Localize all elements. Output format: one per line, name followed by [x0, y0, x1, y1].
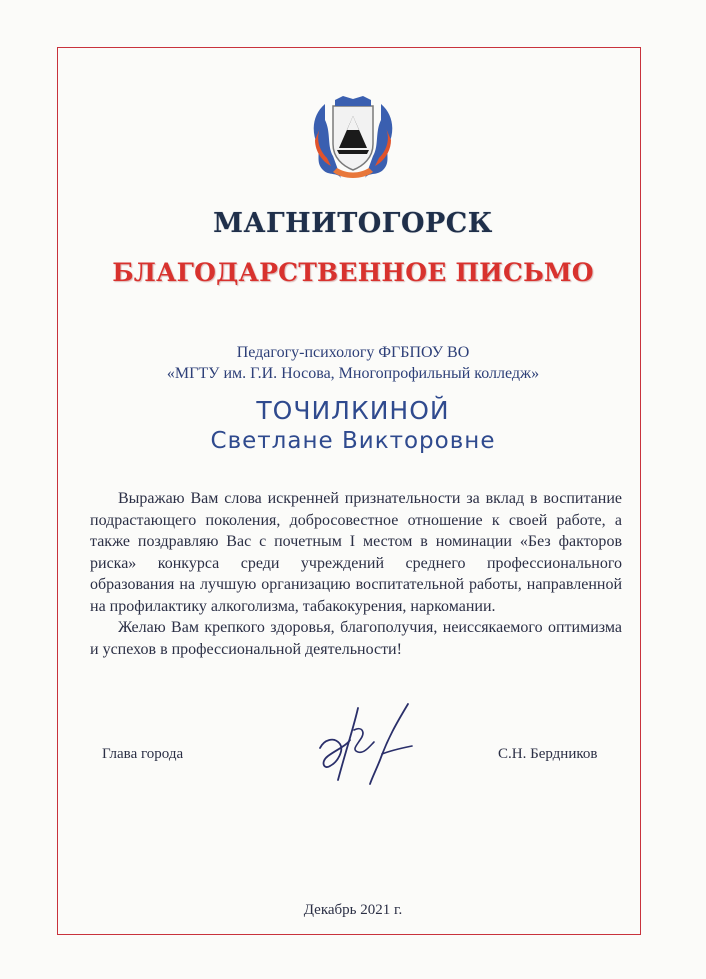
signatory-name: С.Н. Бердников	[498, 746, 598, 762]
recipient-surname: ТОЧИЛКИНОЙ	[256, 396, 450, 425]
addressee-position: Педагогу-психологу ФГБПОУ ВО	[236, 344, 470, 361]
addressee-organization: «МГТУ им. Г.И. Носова, Многопрофильный колледж»	[166, 365, 540, 382]
handwritten-signature	[300, 700, 420, 790]
body-paragraph-2: Желаю Вам крепкого здоровья, благополучия, неиссякаемого оптимизма и успехов в профессиональной деятельности!	[90, 619, 622, 658]
city-coat-of-arms-icon	[303, 86, 403, 186]
body-paragraph-1: Выражаю Вам слова искренней признательности за вклад в воспитание подрастающего поколения, добросовестное отношение к своей работе, а также поздравляю Вас с почетным I местом в номинации «Без факторов риска» конкурса среди учреждений среднего профессионального образования на лучшую организацию воспитательной работы, направленной на профилактику алкоголизма, табакокурения, наркомании.	[90, 490, 622, 615]
signatory-position: Глава города	[102, 746, 184, 762]
addressee-block	[0, 342, 706, 384]
letter-body	[90, 488, 622, 660]
city-name: МАГНИТОГОРСК	[213, 208, 493, 239]
letter-date: Декабрь 2021 г.	[303, 902, 403, 918]
recipient-given-name: Светлане Викторовне	[210, 428, 496, 454]
document-title: БЛАГОДАРСТВЕННОЕ ПИСЬМО	[112, 258, 594, 287]
